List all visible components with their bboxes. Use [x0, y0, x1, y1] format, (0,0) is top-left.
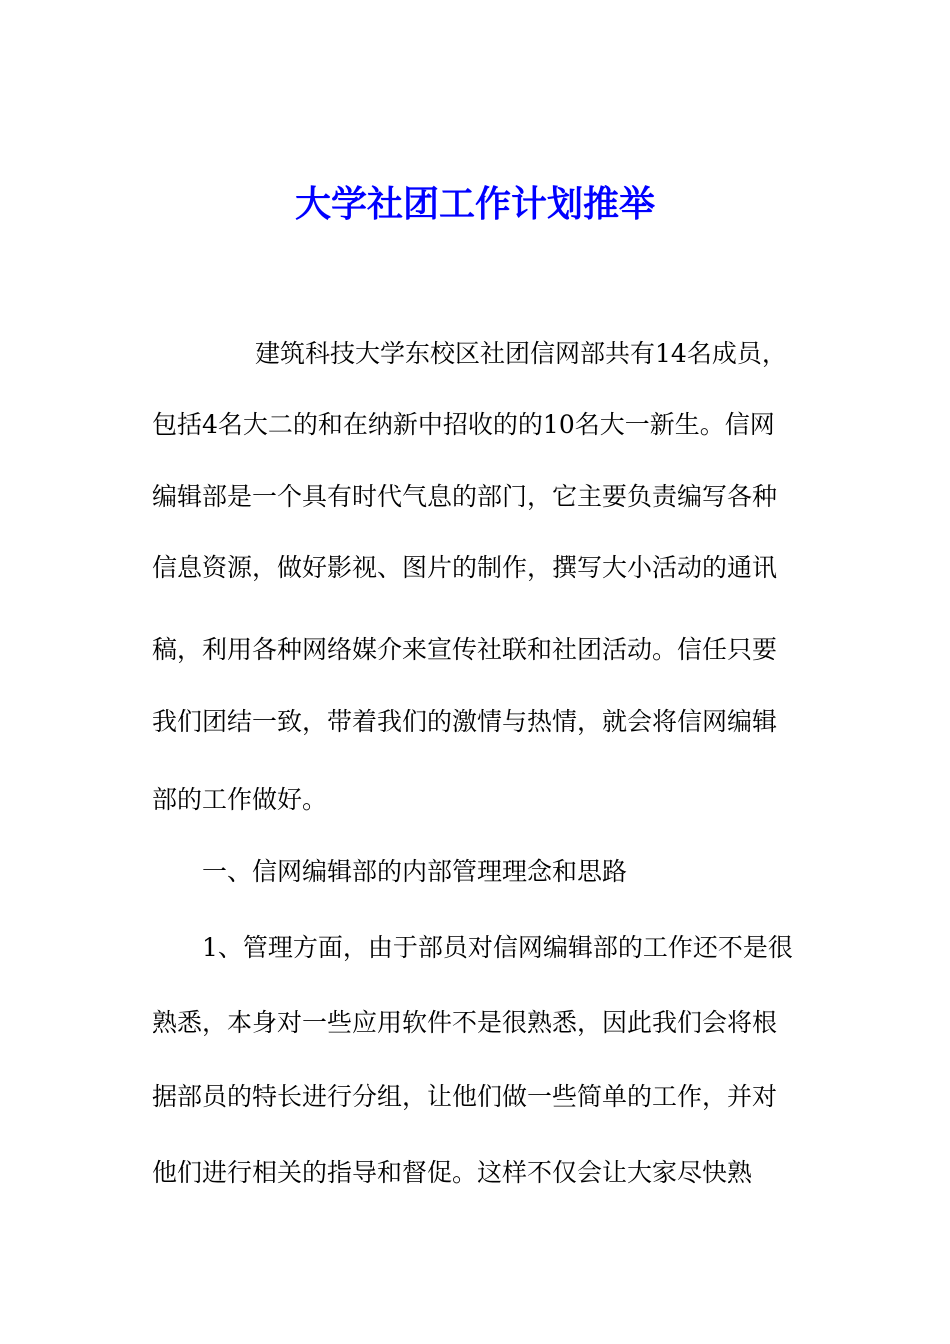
- paragraph-line: 据部员的特长进行分组，让他们做一些简单的工作，并对: [152, 1082, 778, 1111]
- paragraph-line: 他们进行相关的指导和督促。这样不仅会让大家尽快熟: [152, 1158, 753, 1187]
- paragraph-line: 信息资源，做好影视、图片的制作，撰写大小活动的通讯: [152, 553, 778, 582]
- paragraph-line: 稿，利用各种网络媒介来宣传社联和社团活动。信任只要: [152, 635, 778, 664]
- document-title: 大学社团工作计划推举: [294, 183, 655, 225]
- paragraph-line: 我们团结一致，带着我们的激情与热情，就会将信网编辑: [152, 707, 778, 736]
- paragraph-line: 熟悉，本身对一些应用软件不是很熟悉，因此我们会将根: [152, 1008, 778, 1037]
- section-heading: 一、信网编辑部的内部管理理念和思路: [202, 857, 628, 886]
- paragraph-line: 部的工作做好。: [152, 785, 328, 814]
- paragraph-line: 编辑部是一个具有时代气息的部门，它主要负责编写各种: [152, 482, 778, 511]
- paragraph-line: 包括4名大二的和在纳新中招收的的10名大一新生。信网: [152, 410, 775, 439]
- paragraph-line: 建筑科技大学东校区社团信网部共有14名成员，: [255, 339, 787, 368]
- paragraph-line: 1、管理方面，由于部员对信网编辑部的工作还不是很: [202, 933, 793, 962]
